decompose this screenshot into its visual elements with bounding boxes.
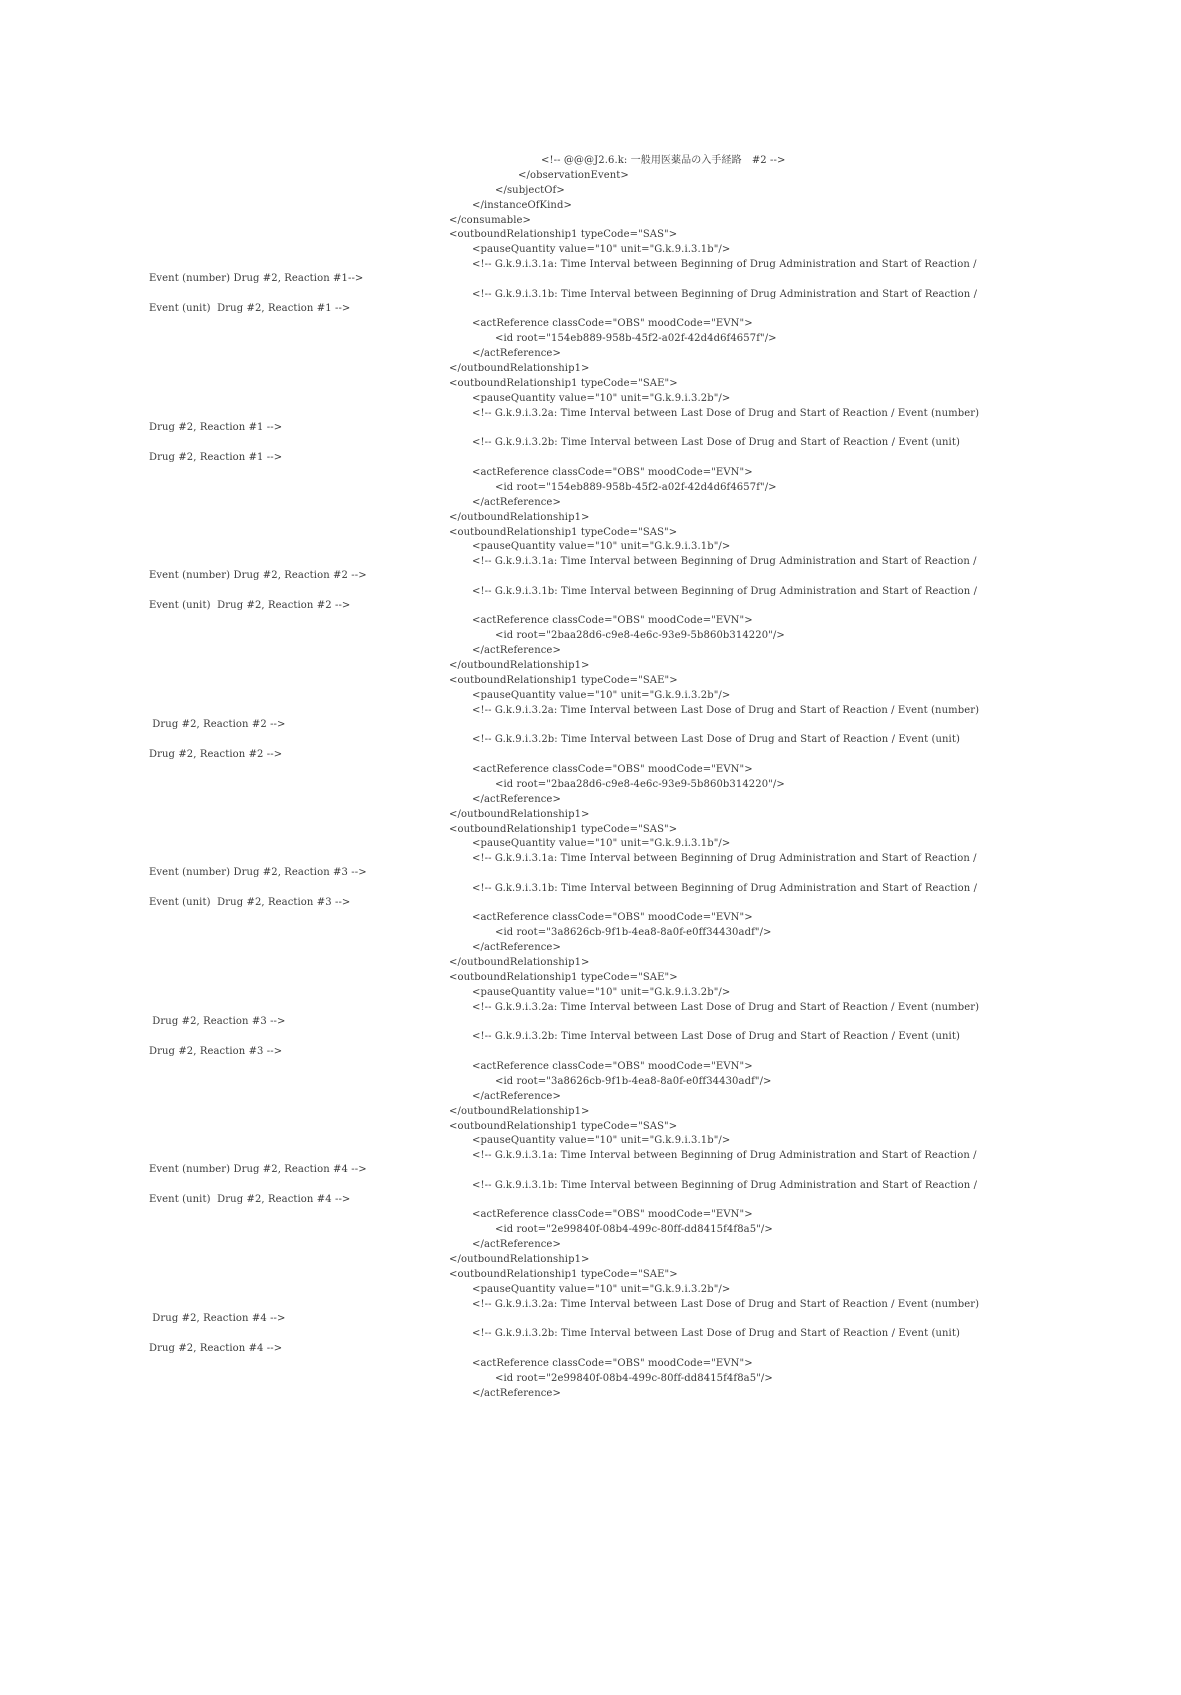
comment-continuation: Drug #2, Reaction #4 -->	[149, 1313, 286, 1324]
code-line: <actReference classCode="OBS" moodCode="EVN">	[472, 615, 753, 626]
comment-continuation: Event (unit) Drug #2, Reaction #3 -->	[149, 897, 351, 908]
code-line: <id root="2e99840f-08b4-499c-80ff-dd8415f4f8a5"/>	[495, 1373, 773, 1384]
code-line: </actReference>	[472, 645, 561, 656]
code-line: <id root="154eb889-958b-45f2-a02f-42d4d6f4657f"/>	[495, 482, 777, 493]
code-line: <pauseQuantity value="10" unit="G.k.9.i.3.2b"/>	[472, 1284, 731, 1295]
comment-continuation: Drug #2, Reaction #3 -->	[149, 1046, 283, 1057]
code-line: <!-- G.k.9.i.3.1a: Time Interval between Beginning of Drug Administration and Start of Reaction /	[472, 1150, 977, 1161]
comment-continuation: Drug #2, Reaction #2 -->	[149, 719, 286, 730]
code-line: <!-- G.k.9.i.3.1b: Time Interval between Beginning of Drug Administration and Start of Reaction /	[472, 883, 978, 894]
code-line: </actReference>	[472, 942, 561, 953]
code-line: <outboundRelationship1 typeCode="SAS">	[449, 824, 678, 835]
code-line: <!-- G.k.9.i.3.2a: Time Interval between Last Dose of Drug and Start of Reaction / Event (number)	[472, 1299, 980, 1310]
code-line: </observationEvent>	[518, 170, 629, 181]
code-line: <!-- G.k.9.i.3.1b: Time Interval between Beginning of Drug Administration and Start of Reaction /	[472, 586, 978, 597]
comment-continuation: Drug #2, Reaction #2 -->	[149, 749, 283, 760]
code-line: <!-- G.k.9.i.3.2a: Time Interval between Last Dose of Drug and Start of Reaction / Event (number)	[472, 1002, 980, 1013]
code-line: <!-- G.k.9.i.3.1a: Time Interval between Beginning of Drug Administration and Start of Reaction /	[472, 556, 977, 567]
code-line: <outboundRelationship1 typeCode="SAE">	[449, 1269, 678, 1280]
comment-continuation: Event (number) Drug #2, Reaction #4 -->	[149, 1164, 367, 1175]
code-line: </actReference>	[472, 794, 561, 805]
code-line: <outboundRelationship1 typeCode="SAE">	[449, 378, 678, 389]
code-line: <!-- G.k.9.i.3.1a: Time Interval between Beginning of Drug Administration and Start of Reaction /	[472, 853, 977, 864]
comment-continuation: Drug #2, Reaction #1 -->	[149, 452, 283, 463]
code-line: <actReference classCode="OBS" moodCode="EVN">	[472, 1061, 753, 1072]
comment-continuation: Event (number) Drug #2, Reaction #3 -->	[149, 867, 367, 878]
code-line: <pauseQuantity value="10" unit="G.k.9.i.3.2b"/>	[472, 393, 731, 404]
code-line: <outboundRelationship1 typeCode="SAE">	[449, 675, 678, 686]
code-line: <actReference classCode="OBS" moodCode="EVN">	[472, 1358, 753, 1369]
code-line: <id root="154eb889-958b-45f2-a02f-42d4d6f4657f"/>	[495, 333, 777, 344]
code-line: <outboundRelationship1 typeCode="SAS">	[449, 1121, 678, 1132]
code-line: <!-- G.k.9.i.3.1b: Time Interval between Beginning of Drug Administration and Start of Reaction /	[472, 1180, 978, 1191]
code-line: <pauseQuantity value="10" unit="G.k.9.i.3.1b"/>	[472, 1135, 731, 1146]
code-line: <id root="3a8626cb-9f1b-4ea8-8a0f-e0ff34430adf"/>	[495, 927, 772, 938]
code-line: <pauseQuantity value="10" unit="G.k.9.i.3.2b"/>	[472, 690, 731, 701]
code-line: <outboundRelationship1 typeCode="SAE">	[449, 972, 678, 983]
code-line: <actReference classCode="OBS" moodCode="EVN">	[472, 1209, 753, 1220]
code-line: </outboundRelationship1>	[449, 1106, 590, 1117]
code-line: </actReference>	[472, 1239, 561, 1250]
code-line: </instanceOfKind>	[472, 200, 572, 211]
code-line: <pauseQuantity value="10" unit="G.k.9.i.3.2b"/>	[472, 987, 731, 998]
code-line: <outboundRelationship1 typeCode="SAS">	[449, 527, 678, 538]
comment-continuation: Drug #2, Reaction #3 -->	[149, 1016, 286, 1027]
code-line: <!-- G.k.9.i.3.2b: Time Interval between Last Dose of Drug and Start of Reaction / Event (unit)	[472, 1328, 960, 1339]
code-line: </consumable>	[449, 215, 532, 226]
code-line: <actReference classCode="OBS" moodCode="EVN">	[472, 318, 753, 329]
code-line: <id root="2baa28d6-c9e8-4e6c-93e9-5b860b314220"/>	[495, 779, 785, 790]
code-line: <outboundRelationship1 typeCode="SAS">	[449, 229, 678, 240]
code-line: <pauseQuantity value="10" unit="G.k.9.i.3.1b"/>	[472, 838, 731, 849]
code-line: <!-- G.k.9.i.3.2b: Time Interval between Last Dose of Drug and Start of Reaction / Event (unit)	[472, 437, 960, 448]
code-line: <id root="2e99840f-08b4-499c-80ff-dd8415f4f8a5"/>	[495, 1224, 773, 1235]
code-line: <!-- G.k.9.i.3.2b: Time Interval between Last Dose of Drug and Start of Reaction / Event (unit)	[472, 734, 960, 745]
code-line: </actReference>	[472, 1091, 561, 1102]
comment-continuation: Event (unit) Drug #2, Reaction #1 -->	[149, 303, 351, 314]
comment-continuation: Event (unit) Drug #2, Reaction #4 -->	[149, 1194, 351, 1205]
comment-continuation: Event (number) Drug #2, Reaction #2 -->	[149, 570, 367, 581]
code-line: <pauseQuantity value="10" unit="G.k.9.i.3.1b"/>	[472, 244, 731, 255]
code-line: <!-- G.k.9.i.3.1a: Time Interval between Beginning of Drug Administration and Start of Reaction /	[472, 259, 977, 270]
code-line: </actReference>	[472, 348, 561, 359]
code-line: <id root="2baa28d6-c9e8-4e6c-93e9-5b860b314220"/>	[495, 630, 785, 641]
code-line: </subjectOf>	[495, 185, 565, 196]
code-line: <!-- @@@J2.6.k: 一般用医薬品の入手経路 #2 -->	[541, 155, 786, 166]
comment-continuation: Event (number) Drug #2, Reaction #1-->	[149, 273, 364, 284]
code-line: <!-- G.k.9.i.3.2b: Time Interval between Last Dose of Drug and Start of Reaction / Event (unit)	[472, 1031, 960, 1042]
code-line: </outboundRelationship1>	[449, 809, 590, 820]
code-line: </outboundRelationship1>	[449, 512, 590, 523]
code-line: <actReference classCode="OBS" moodCode="EVN">	[472, 912, 753, 923]
code-line: </outboundRelationship1>	[449, 660, 590, 671]
comment-continuation: Drug #2, Reaction #1 -->	[149, 422, 283, 433]
code-line: <actReference classCode="OBS" moodCode="EVN">	[472, 764, 753, 775]
code-line: <pauseQuantity value="10" unit="G.k.9.i.3.1b"/>	[472, 541, 731, 552]
code-line: <!-- G.k.9.i.3.2a: Time Interval between Last Dose of Drug and Start of Reaction / Event (number)	[472, 705, 980, 716]
code-line: <!-- G.k.9.i.3.2a: Time Interval between Last Dose of Drug and Start of Reaction / Event (number)	[472, 408, 980, 419]
code-line: <!-- G.k.9.i.3.1b: Time Interval between Beginning of Drug Administration and Start of Reaction /	[472, 289, 978, 300]
code-line: <id root="3a8626cb-9f1b-4ea8-8a0f-e0ff34430adf"/>	[495, 1076, 772, 1087]
comment-continuation: Event (unit) Drug #2, Reaction #2 -->	[149, 600, 351, 611]
code-line: </outboundRelationship1>	[449, 957, 590, 968]
comment-continuation: Drug #2, Reaction #4 -->	[149, 1343, 283, 1354]
code-line: </outboundRelationship1>	[449, 363, 590, 374]
code-line: <actReference classCode="OBS" moodCode="EVN">	[472, 467, 753, 478]
code-line: </actReference>	[472, 497, 561, 508]
code-line: </outboundRelationship1>	[449, 1254, 590, 1265]
code-line: </actReference>	[472, 1388, 561, 1399]
